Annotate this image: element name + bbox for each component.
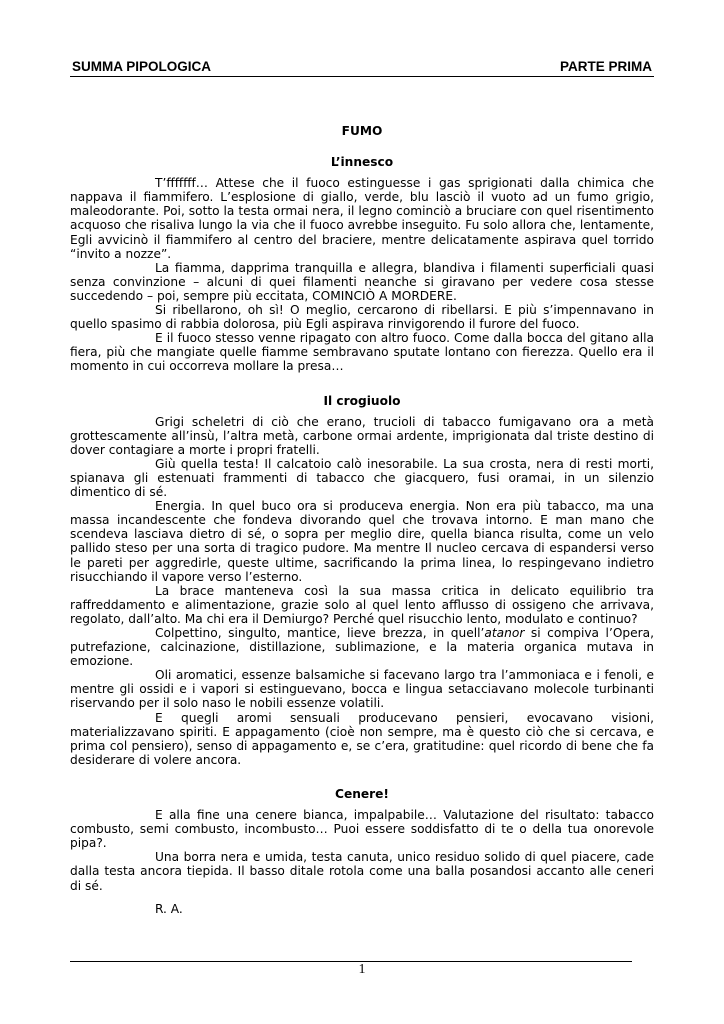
paragraph: Una borra nera e umida, testa canuta, unico residuo solido di quel piacere, cade dalla testa ancora tiepida. Il basso ditale rotola come una balla posandosi accanto alle ceneri di sé. xyxy=(70,850,654,893)
section-heading: L’innesco xyxy=(330,155,394,170)
header-right-title: PARTE PRIMA xyxy=(559,59,652,74)
paragraph: Si ribellarono, oh sì! O meglio, cercarono di ribellarsi. E più s’impennavano in quello spasimo di rabbia dolorosa, più Egli aspirava rinvigorendo il furore del fuoco. xyxy=(70,303,654,332)
signature: R. A. xyxy=(155,901,183,916)
paragraph: E il fuoco stesso venne ripagato con altro fuoco. Come dalla bocca del gitano alla fiera, più che mangiate quelle fiamme sembravano sputate lontano con fierezza. Quello era il momento in cui occorreva mollare la presa… xyxy=(70,331,654,374)
paragraph: T’fffffff… Attese che il fuoco estinguesse i gas sprigionati dalla chimica che nappava il fiammifero. L’esplosione di giallo, verde, blu lasciò il vuoto ad un fumo grigio, maleodorante. Poi, sotto la testa ormai nera, il legno cominciò a bruciare con quel risentimento acquoso che risaliva lungo la via che il fuoco avrebbe inseguito. Fu solo allora che, lentamente, Egli avvicinò il fiammifero al centro del braciere, mentre delicatamente aspirava quel torrido “invito a nozze”. xyxy=(70,176,654,261)
paragraph: Energia. In quel buco ora si produceva energia. Non era più tabacco, ma una massa incandescente che fondeva divorando quel che trovava intorno. E man mano che scendeva lasciava dietro di sé, o sopra per meglio dire, quella bianca risulta, come un velo pallido steso per una sorta di tragico pudore. Ma mentre Il nucleo cercava di espandersi verso le pareti per aggredirle, queste ultime, sacrificando la prima linea, lo respingevano indietro risucchiando il vapore verso l’esterno. xyxy=(70,499,654,584)
paragraph: Oli aromatici, essenze balsamiche si facevano largo tra l’ammoniaca e i fenoli, e mentre gli ossidi e i vapori si estinguevano, bocca e lingua setacciavano molecole turbinanti riservando per il solo naso le nobili essenze volatili. xyxy=(70,668,654,711)
paragraph: Giù quella testa! Il calcatoio calò inesorabile. La sua crosta, nera di resti morti, spianava gli estenuati frammenti di tabacco che giacquero, fusi oramai, in un silenzio dimentico di sé. xyxy=(70,456,654,500)
page-header xyxy=(70,59,654,77)
paragraph: La brace manteneva così la sua massa critica in delicato equilibrio tra raffreddamento e alimentazione, grazie solo al quel lento afflusso di ossigeno che arrivava, regolato, dall’alto. Ma chi era il Demiurgo? Perché quel risucchio lento, modulato e continuo? xyxy=(70,583,654,626)
section-heading: Cenere! xyxy=(335,786,389,801)
paragraph: La fiamma, dapprima tranquilla e allegra, blandiva i filamenti superficiali quasi senza convinzione – alcuni di quei filamenti neanche si giravano per vedere cosa stesse succedendo – poi, sempre più eccitata, COMINCIÒ A MORDERE. xyxy=(70,260,654,303)
paragraph: E alla fine una cenere bianca, impalpabile… Valutazione del risultato: tabacco combusto, semi combusto, incombusto… Puoi essere soddisfatto di te o della tua onorevole pipa?. xyxy=(70,808,654,851)
document-body xyxy=(70,124,654,916)
paragraph-with-italic: Colpettino, singulto, mantice, lieve brezza, in quell’atanor si compiva l’Opera, putrefazione, calcinazione, distillazione, sublimazione, e la materia organica mutava in emozione. xyxy=(70,626,655,669)
document-title: FUMO xyxy=(341,124,383,138)
section-heading: Il crogiuolo xyxy=(323,393,401,408)
header-left-title: SUMMA PIPOLOGICA xyxy=(72,59,212,74)
page-number: 1 xyxy=(358,962,366,977)
paragraph: Grigi scheletri di ciò che erano, trucioli di tabacco fumigavano ora a metà grottescamente all’insù, l’altra metà, carbone ormai ardente, imprigionata dal triste destino di dover contagiare a morte i propri fratelli. xyxy=(70,414,654,457)
italic-term: atanor xyxy=(484,626,525,640)
paragraph: E quegli aromi sensuali producevano pensieri, evocavano visioni, materializzavano spiriti. E appagamento (cioè non sempre, ma è questo ciò che si cercava, e prima col pensiero), senso di appagamento e, se c’era, gratitudine: quel ricordo di bene che fa desiderare di volere ancora. xyxy=(70,710,654,767)
